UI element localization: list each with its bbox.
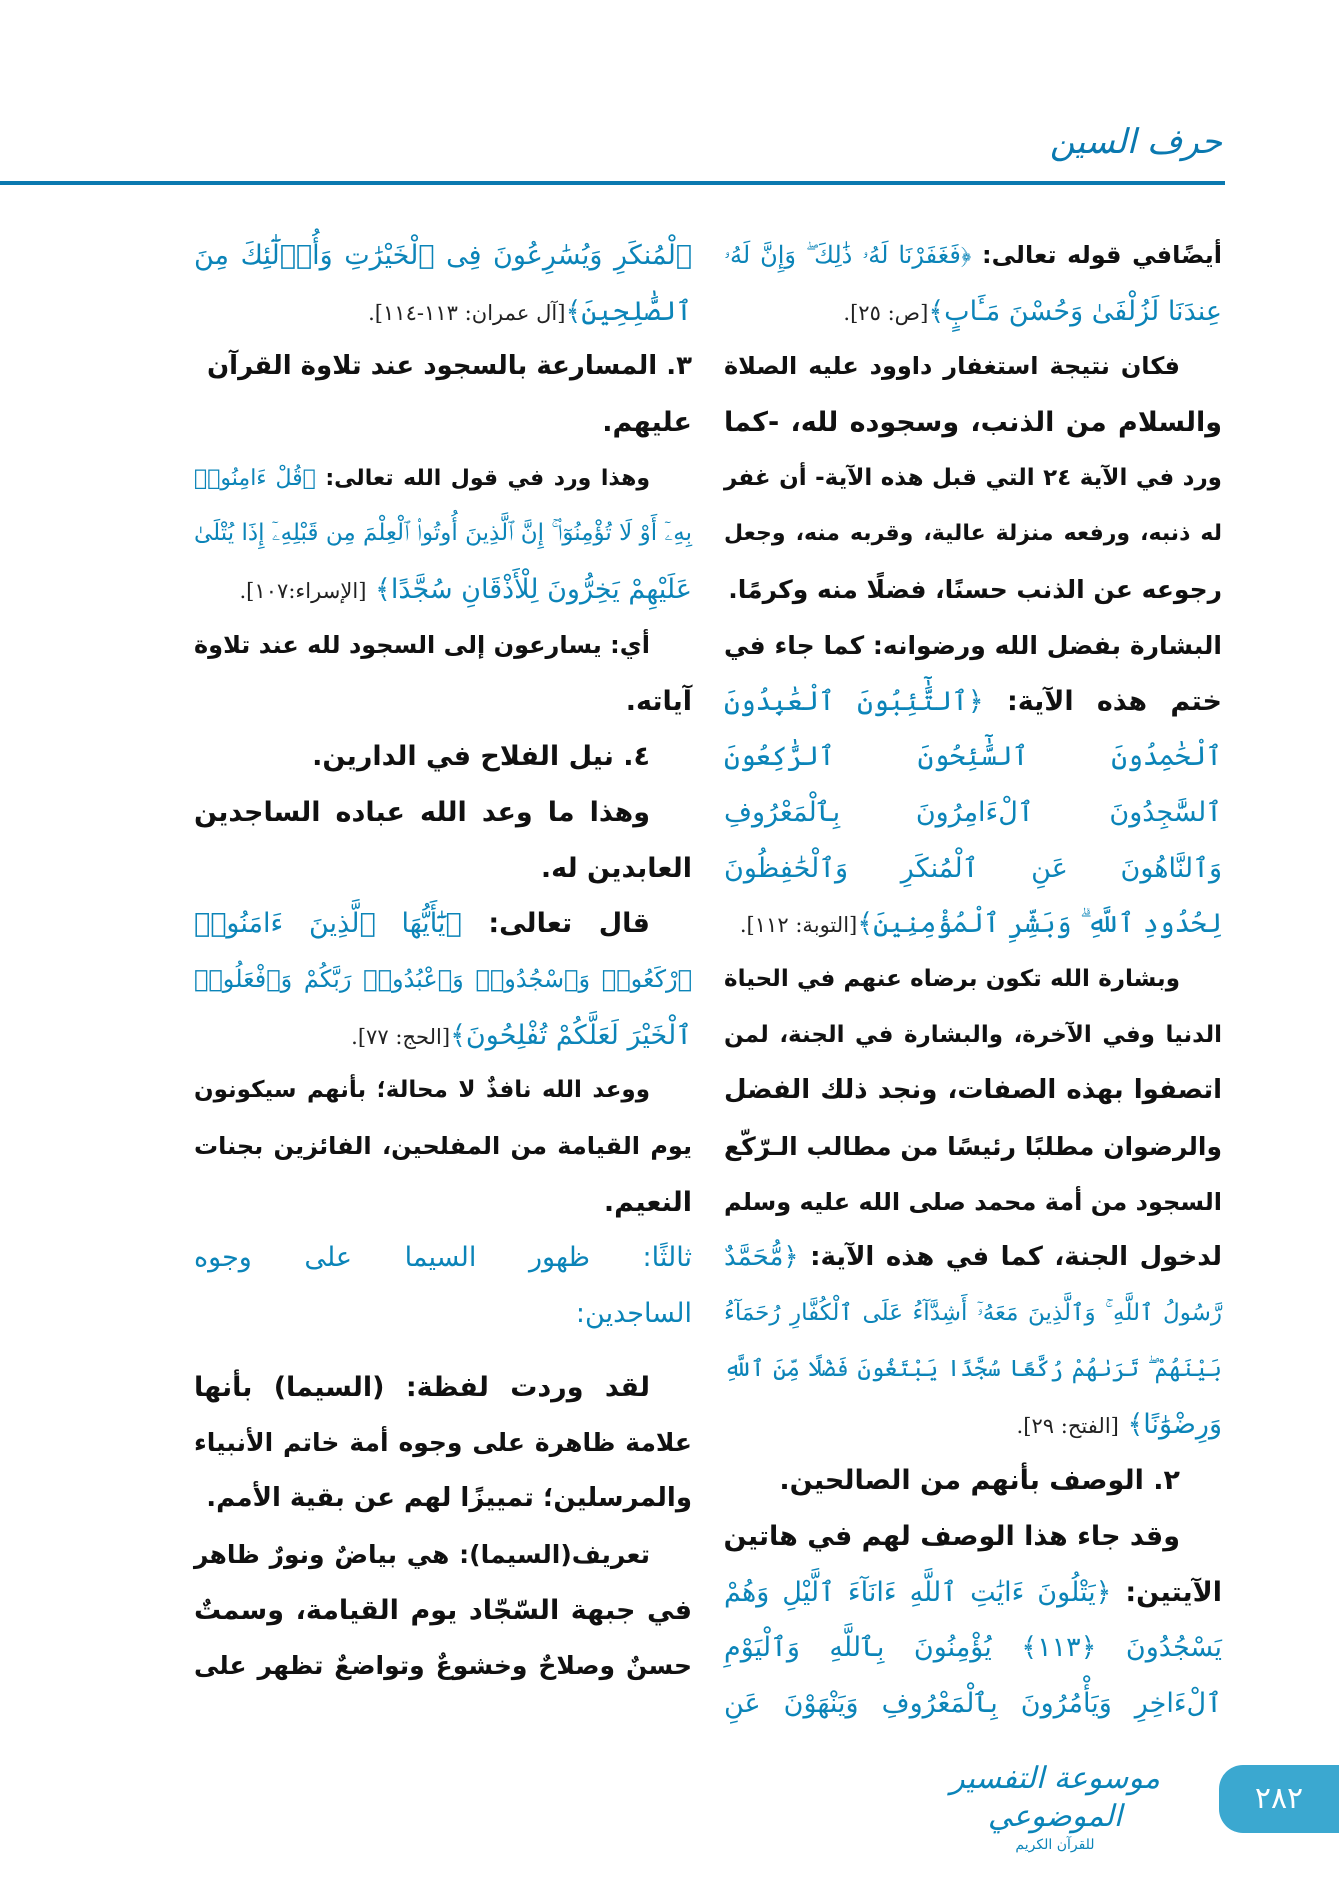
section-heading: عليهم.: [602, 407, 692, 439]
text-line: [724, 1676, 1222, 1732]
text-line: [194, 1230, 692, 1286]
body-text: لقد وردت لفظة: (السيما) بأنها: [194, 1371, 650, 1403]
section-heading: ٣. المسارعة بالسجود عند تلاوة القرآن: [206, 351, 692, 382]
verse-reference: [الحج: ٧٧].: [351, 1023, 451, 1049]
quran-verse: ﴿ٱلتَّٰٓئِبُونَ ٱلْعَٰبِدُونَ: [724, 685, 984, 717]
text-line: [724, 1063, 1222, 1119]
quran-verse: رَّسُولُ ٱللَّهِ ۚ وَٱلَّذِينَ مَعَهُۥٓ أَشِدَّآءُ عَلَى ٱلْكُفَّارِ رُحَمَآءُ: [724, 1300, 1222, 1327]
text-line: [724, 339, 1222, 395]
quran-verse: ﴿يَٰٓأَيُّهَا ٱلَّذِينَ ءَامَنُوا۟: [194, 908, 462, 940]
text-line: [194, 896, 692, 952]
text-line: [724, 284, 1222, 340]
body-text: وبشارة الله تكون برضاه عنهم في الحياة: [724, 965, 1180, 992]
body-text: وقد جاء هذا الوصف لهم في هاتين: [723, 1520, 1180, 1552]
text-line: [194, 506, 692, 562]
text-line: [194, 618, 692, 674]
text-line: [194, 395, 692, 451]
body-text: الآيتين:: [1111, 1576, 1222, 1608]
text-line: [194, 228, 692, 284]
quran-verse: وَٱلنَّاهُونَ عَنِ ٱلْمُنكَرِ وَٱلْحَٰفِظُونَ: [724, 852, 1222, 884]
body-text: ختم هذه الآية:: [983, 685, 1223, 717]
text-line: [194, 1527, 692, 1583]
logo-subtitle: للقرآن الكريم: [1015, 1837, 1095, 1853]
body-text: رجوعه عن الذنب حسنًا، فضلًا منه وكرمًا.: [728, 575, 1222, 605]
text-line: [724, 451, 1222, 507]
text-line: [194, 284, 692, 340]
body-text: أيضًافي قوله تعالى:: [971, 241, 1222, 269]
header-divider: [0, 181, 1225, 185]
body-text: والرضوان مطلبًا رئيسًا من مطالب الـرّكّع: [724, 1132, 1222, 1161]
text-line: [724, 506, 1222, 562]
subsection-heading: الساجدين:: [575, 1298, 692, 1330]
text-line: [724, 729, 1222, 785]
text-line: [724, 395, 1222, 451]
body-text: أي: يسارعون إلى السجود لله عند تلاوة: [194, 630, 650, 659]
body-text: علامة ظاهرة على وجوه أمة خاتم الأنبياء: [194, 1428, 692, 1458]
body-text: يوم القيامة من المفلحين، الفائزين بجنات: [194, 1132, 692, 1160]
text-line: [724, 1230, 1222, 1286]
verse-reference: [الفتح: ٢٩].: [1016, 1413, 1119, 1439]
text-line: [194, 1415, 692, 1471]
encyclopedia-logo: [930, 1760, 1180, 1854]
text-line: [194, 1175, 692, 1231]
body-text: السجود من أمة محمد صلى الله عليه وسلم: [724, 1187, 1222, 1216]
text-line: [194, 1063, 692, 1119]
body-text: الدنيا وفي الآخرة، والبشارة في الجنة، لمن: [724, 1021, 1222, 1048]
quran-verse: ﴿فَغَفَرْنَا لَهُۥ ذَٰلِكَ ۖ وَإِنَّ لَهُۥ: [724, 241, 972, 269]
body-text: اتصفوا بهذه الصفات، ونجد ذلك الفضل: [724, 1075, 1222, 1106]
text-line: [724, 1175, 1222, 1231]
text-line: [194, 729, 692, 785]
text-line: [194, 952, 692, 1008]
text-line: [194, 674, 692, 730]
body-text: آياته.: [625, 685, 692, 717]
text-line: [724, 841, 1222, 897]
text-line: [724, 1119, 1222, 1175]
quran-verse: يَسْجُدُونَ ﴿١١٣﴾ يُؤْمِنُونَ بِٱللَّهِ وَٱلْيَوْمِ: [724, 1632, 1222, 1664]
text-line: [194, 841, 692, 897]
section-heading: ٤. نيل الفلاح في الدارين.: [312, 741, 650, 773]
logo-title: موسوعة التفسير الموضوعي: [950, 1761, 1160, 1834]
text-line: [724, 562, 1222, 618]
body-text: حسنٌ وصلاحٌ وخشوعٌ وتواضعٌ تظهر على: [194, 1651, 692, 1681]
body-text: ووعد الله نافذٌ لا محالة؛ بأنهم سيكونون: [194, 1077, 650, 1104]
text-line: [194, 339, 692, 395]
body-text: قال تعالى:: [461, 908, 650, 940]
text-line: [194, 1008, 692, 1064]
body-text: العابدين له.: [540, 852, 692, 884]
verse-reference: [آل عمران: ١١٣-١١٤].: [368, 299, 566, 325]
quran-verse: وَرِضْوَٰنًا﴾: [1118, 1409, 1222, 1441]
left-text-column: [194, 228, 692, 1694]
quran-verse: لِحُدُودِ ٱللَّهِ ۗ وَبَشِّرِ ٱلْمُؤْمِنِينَ﴾: [857, 908, 1222, 940]
page-number-badge: ٢٨٢: [1219, 1765, 1339, 1833]
body-text: في جبهة السّجّاد يوم القيامة، وسمتٌ: [194, 1594, 692, 1626]
quran-verse: ٱرْكَعُوا۟ وَٱسْجُدُوا۟ وَٱعْبُدُوا۟ رَبَّكُمْ وَٱفْعَلُوا۟: [194, 964, 692, 993]
text-line: [194, 1119, 692, 1175]
quran-verse: ٱلسَّٰجِدُونَ ٱلْءَامِرُونَ بِٱلْمَعْرُوفِ: [724, 796, 1222, 828]
right-text-column: [724, 228, 1222, 1732]
text-line: [194, 451, 692, 507]
quran-verse: ٱلْءَاخِرِ وَيَأْمُرُونَ بِٱلْمَعْرُوفِ وَيَنْهَوْنَ عَنِ: [724, 1687, 1222, 1719]
body-text: والمرسلين؛ تمييزًا لهم عن بقية الأمم.: [206, 1483, 692, 1514]
text-line: [724, 896, 1222, 952]
text-line: [194, 1638, 692, 1694]
text-line: [724, 952, 1222, 1008]
quran-verse: ﴿قُلْ ءَامِنُوا۟: [194, 465, 316, 491]
subsection-heading: ثالثًا: ظهور السيما على وجوه: [194, 1242, 692, 1274]
text-line: [724, 1008, 1222, 1064]
text-line: [724, 1286, 1222, 1342]
quran-verse: ٱلصَّٰلِحِينَ﴾: [565, 295, 692, 327]
verse-reference: [ص: ٢٥].: [843, 299, 929, 325]
quran-verse: ٱلْمُنكَرِ وَيُسَٰرِعُونَ فِى ٱلْخَيْرَٰتِ وَأُو۟لَٰٓئِكَ مِنَ: [194, 240, 692, 271]
body-text: وهذا ورد في قول الله تعالى:: [315, 465, 651, 491]
text-line: [194, 1286, 692, 1342]
body-text: له ذنبه، ورفعه منزلة عالية، وقربه منه، وجعل: [724, 521, 1222, 547]
text-line: [724, 674, 1222, 730]
text-line: [724, 1453, 1222, 1509]
quran-verse: عِندَنَا لَزُلْفَىٰ وَحُسْنَ مَـَٔابٍ﴾: [928, 295, 1222, 327]
quran-verse: بَيْنَهُمْ ۖ تَرَىٰهُمْ رُكَّعًا سُجَّدًا يَبْتَغُونَ فَضْلًا مِّنَ ٱللَّهِ: [724, 1355, 1222, 1382]
body-text: ورد في الآية ٢٤ التي قبل هذه الآية- أن غفر: [724, 464, 1222, 491]
body-text: لدخول الجنة، كما في هذه الآية:: [798, 1242, 1222, 1273]
body-text: وهذا ما وعد الله عباده الساجدين: [194, 796, 650, 828]
text-line: [724, 618, 1222, 674]
body-text: النعيم.: [603, 1186, 692, 1218]
quran-verse: عَلَيْهِمْ يَخِرُّونَ لِلْأَذْقَانِ سُجَّدًا﴾: [366, 574, 692, 606]
text-line: [724, 1509, 1222, 1565]
text-line: [194, 562, 692, 618]
quran-verse: بِهِۦٓ أَوْ لَا تُؤْمِنُوٓا۟ ۚ إِنَّ ٱلَّذِينَ أُوتُوا۟ ٱلْعِلْمَ مِن قَبْلِهِۦٓ إِذَا يُتْلَىٰ: [194, 520, 692, 547]
text-line: [724, 228, 1222, 284]
text-line: [724, 1397, 1222, 1453]
verse-reference: [التوبة: ١١٢].: [739, 912, 858, 938]
text-line: [194, 1471, 692, 1527]
body-text: البشارة بفضل الله ورضوانه: كما جاء في: [724, 630, 1222, 660]
text-line: [724, 1565, 1222, 1621]
text-line: [724, 1342, 1222, 1398]
text-line: [194, 785, 692, 841]
quran-verse: ﴿يَتْلُونَ ءَايَٰتِ ٱللَّهِ ءَانَآءَ ٱلَّيْلِ وَهُمْ: [724, 1576, 1112, 1608]
body-text: فكان نتيجة استغفار داوود عليه الصلاة: [724, 352, 1180, 381]
quran-verse: ٱلْخَيْرَ لَعَلَّكُمْ تُفْلِحُونَ﴾: [450, 1019, 692, 1051]
text-line: [194, 1583, 692, 1639]
body-text: تعريف(السيما): هي بياضٌ ونورٌ ظاهر: [194, 1539, 650, 1569]
section-heading: ٢. الوصف بأنهم من الصالحين.: [779, 1465, 1180, 1497]
quran-verse: ٱلْحَٰمِدُونَ ٱلسَّٰٓئِحُونَ ٱلرَّٰكِعُونَ: [724, 741, 1222, 773]
quran-verse: ﴿مُّحَمَّدٌ: [724, 1242, 799, 1273]
text-line: [724, 785, 1222, 841]
body-text: والسلام من الذنب، وسجوده لله، -كما: [724, 407, 1222, 439]
text-line: [724, 1620, 1222, 1676]
verse-reference: [الإسراء:١٠٧].: [239, 578, 367, 604]
page-header-title: حرف السين: [1049, 122, 1222, 162]
text-line: [194, 1360, 692, 1416]
